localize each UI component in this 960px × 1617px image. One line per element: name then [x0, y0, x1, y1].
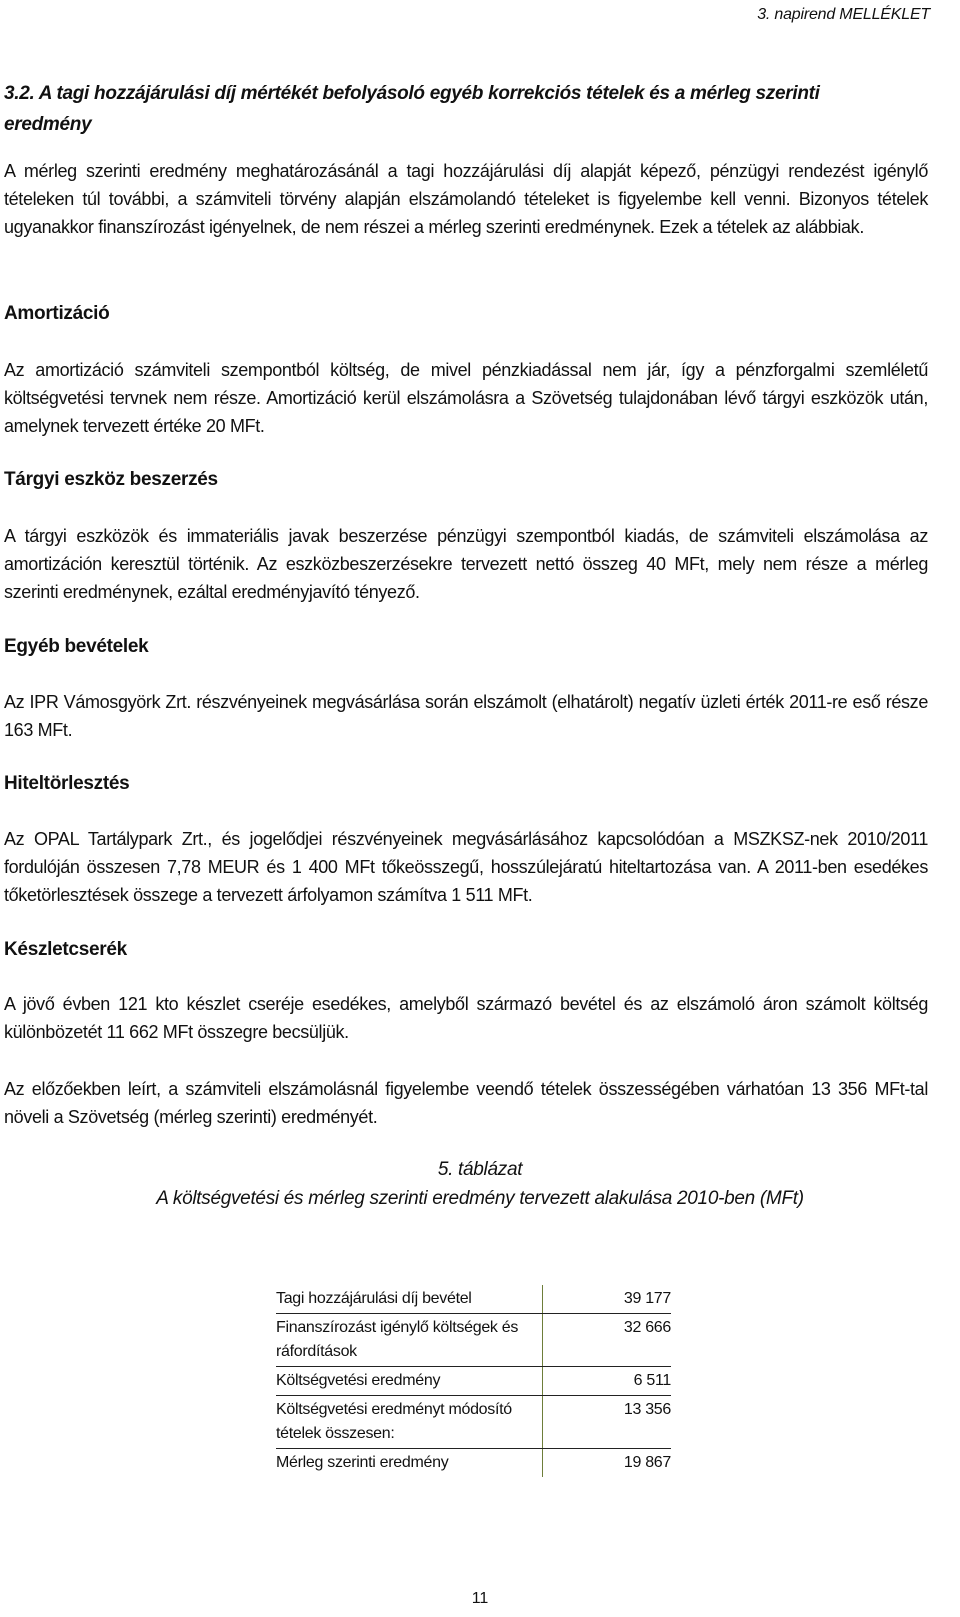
- intro-paragraph: A mérleg szerinti eredmény meghatározásánál a tagi hozzájárulási díj alapját képező, pénzügyi rendezést igénylő tételeken túl további, a számviteli törvény alapján elszámolandó tételeket is figyelembe kell venni. Bizonyos tételek ugyanakkor finanszírozást igényelnek, de nem részei a mérleg szerinti eredménynek. Ezek a tételek az alábbiak.: [4, 161, 928, 237]
- table-row: [276, 1314, 671, 1367]
- table-row: [276, 1285, 671, 1314]
- heading-amortizacio: Amortizáció: [4, 303, 110, 324]
- row-label: Finanszírozást igénylő költségek és ráfordítások: [276, 1314, 543, 1367]
- table-number: 5. táblázat: [437, 1159, 523, 1180]
- row-value: 13 356: [543, 1396, 672, 1449]
- row-value: 39 177: [543, 1285, 672, 1314]
- table-caption: A költségvetési és mérleg szerinti eredmény tervezett alakulása 2010-ben (MFt): [156, 1188, 804, 1209]
- paragraph-targyi-eszkoz: A tárgyi eszközök és immateriális javak beszerzése pénzügyi szempontból kiadás, de számviteli elszámolása az amortizáción keresztül történik. Az eszközbeszerzésekre tervezett nettó összeg 40 MFt, mely nem része a mérleg szerinti eredménynek, ezáltal eredményjavító tényező.: [4, 526, 928, 602]
- paragraph-keszletcserek: A jövő évben 121 kto készlet cseréje esedékes, amelyből származó bevétel és az elszámoló áron számolt költség különbözetét 11 662 MFt összegre becsüljük.: [4, 994, 928, 1042]
- heading-egyeb-bevetelek: Egyéb bevételek: [4, 636, 149, 657]
- annex-label: 3. napirend MELLÉKLET: [757, 6, 930, 23]
- page-number: 11: [471, 1590, 489, 1607]
- row-label: Tagi hozzájárulási díj bevétel: [276, 1285, 543, 1314]
- table-row: [276, 1367, 671, 1396]
- row-value: 6 511: [543, 1367, 672, 1396]
- row-value: 19 867: [543, 1449, 672, 1478]
- row-label: Mérleg szerinti eredmény: [276, 1454, 449, 1471]
- result-table: [276, 1285, 671, 1477]
- paragraph-amortizacio: Az amortizáció számviteli szempontból költség, de mivel pénzkiadással nem jár, így a pénzforgalmi szemléletű költségvetési tervnek nem része. Amortizáció kerül elszámolásra a Szövetség tulajdonában lévő tárgyi eszközök után, amelynek tervezett értéke 20 MFt.: [4, 360, 928, 436]
- table-row: [276, 1449, 671, 1478]
- row-label: Költségvetési eredmény: [276, 1367, 543, 1396]
- table-row: [276, 1396, 671, 1449]
- paragraph-egyeb-bevetelek: Az IPR Vámosgyörk Zrt. részvényeinek megvásárlása során elszámolt (elhatárolt) negatív üzleti érték 2011-re eső része 163 MFt.: [4, 692, 928, 740]
- heading-keszletcserek: Készletcserék: [4, 939, 127, 960]
- heading-targyi-eszkoz: Tárgyi eszköz beszerzés: [4, 469, 218, 490]
- heading-hiteltorlesztes: Hiteltörlesztés: [4, 773, 130, 794]
- summary-paragraph: Az előzőekben leírt, a számviteli elszámolásnál figyelembe veendő tételek összességében várhatóan 13 356 MFt-tal növeli a Szövetség (mérleg szerinti) eredményét.: [4, 1079, 928, 1127]
- row-label: Költségvetési eredményt módosító tételek összesen:: [276, 1396, 543, 1449]
- section-title: 3.2. A tagi hozzájárulási díj mértékét befolyásoló egyéb korrekciós tételek és a mérleg szerinti eredmény: [4, 83, 820, 135]
- row-value: 32 666: [543, 1314, 672, 1367]
- paragraph-hiteltorlesztes: Az OPAL Tartálypark Zrt., és jogelődjei részvényeinek megvásárlásához kapcsolódóan a MSZKSZ-nek 2010/2011 fordulóján összesen 7,78 MEUR és 1 400 MFt tőkeösszegű, hosszúlejáratú hiteltartozása van. A 2011-ben esedékes tőketörlesztések összege a tervezett árfolyamon számítva 1 511 MFt.: [4, 829, 928, 905]
